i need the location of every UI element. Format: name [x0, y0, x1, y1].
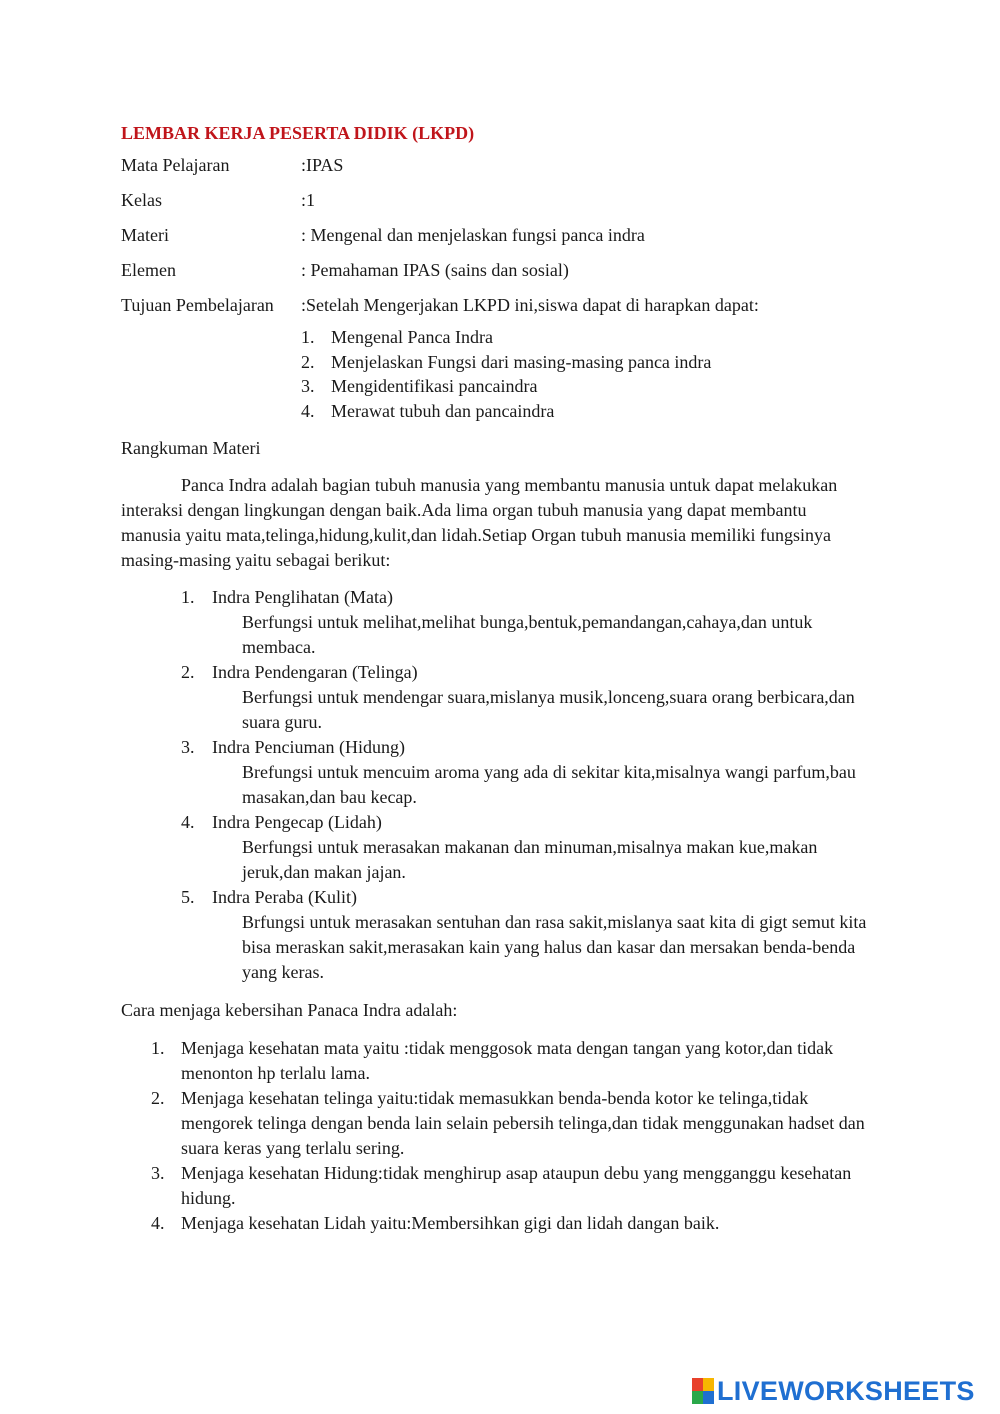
sense-name: Indra Pendengaran (Telinga)	[212, 661, 418, 682]
list-number: 4.	[151, 1212, 165, 1233]
sense-name: Indra Pengecap (Lidah)	[212, 811, 382, 832]
list-number: 1.	[301, 327, 315, 347]
logo-tiles-icon	[692, 1378, 714, 1404]
list-item	[301, 399, 881, 424]
sense-name: Indra Penglihatan (Mata)	[212, 586, 393, 607]
meta-table	[121, 153, 881, 317]
logo-text: LIVEWORKSHEETS	[717, 1375, 975, 1406]
sense-description: Brefungsi untuk mencuim aroma yang ada di sekitar kita,misalnya wangi parfum,bau masakan,dan bau kecap.	[242, 761, 856, 807]
list-item	[151, 1086, 881, 1161]
list-text: Mengenal Panca Indra	[331, 327, 493, 347]
senses-list	[181, 585, 881, 985]
list-number: 1.	[151, 1037, 165, 1058]
list-number: 3.	[151, 1162, 165, 1183]
sense-name: Indra Penciuman (Hidung)	[212, 736, 405, 757]
list-item	[181, 885, 881, 985]
list-item	[181, 660, 881, 735]
list-number: 2.	[181, 661, 195, 682]
list-text: Menjaga kesehatan Lidah yaitu:Membersihkan gigi dan lidah dangan baik.	[181, 1212, 720, 1233]
list-text: Menjaga kesehatan telinga yaitu:tidak memasukkan benda-benda kotor ke telinga,tidak mengorek telinga dengan benda lain selain pebersih telinga,dan tidak menggunakan hadset dan suara keras yang terlalu sering.	[181, 1087, 865, 1158]
list-number: 2.	[301, 351, 315, 372]
list-item	[151, 1211, 881, 1236]
list-number: 5.	[181, 886, 195, 907]
meta-value: :IPAS	[301, 155, 344, 175]
meta-label: Kelas	[121, 190, 162, 210]
meta-row-material	[121, 223, 881, 247]
logo-tile	[703, 1378, 714, 1391]
meta-label: Elemen	[121, 260, 176, 280]
summary-paragraph: Panca Indra adalah bagian tubuh manusia yang membantu manusia untuk dapat melakukan interaksi dengan lingkungan dengan baik.Ada lima organ tubuh manusia yang dapat membantu manusia yaitu mata,telinga,hidung,kulit,dan lidah.Setiap Organ tubuh manusia memiliki fungsinya masing-masing yaitu sebagai berikut:	[121, 474, 838, 570]
list-text: Menjelaskan Fungsi dari masing-masing panca indra	[331, 351, 712, 372]
list-item	[301, 350, 881, 375]
meta-label: Materi	[121, 225, 169, 245]
sense-description: Berfungsi untuk melihat,melihat bunga,bentuk,pemandangan,cahaya,dan untuk membaca.	[242, 611, 813, 657]
meta-row-subject	[121, 153, 881, 177]
care-list	[151, 1036, 881, 1236]
sense-description: Berfungsi untuk mendengar suara,mislanya musik,lonceng,suara orang berbicara,dan suara guru.	[242, 686, 855, 732]
list-item	[151, 1161, 881, 1211]
list-number: 3.	[301, 376, 315, 397]
meta-value: : Mengenal dan menjelaskan fungsi panca indra	[301, 225, 645, 245]
list-text: Mengidentifikasi pancaindra	[331, 376, 538, 397]
list-item	[181, 735, 881, 810]
list-item	[181, 585, 881, 660]
list-number: 4.	[301, 401, 315, 422]
list-number: 2.	[151, 1087, 165, 1108]
meta-row-element	[121, 258, 881, 282]
logo-tile	[703, 1391, 714, 1404]
list-item	[181, 810, 881, 885]
page-title: LEMBAR KERJA PESERTA DIDIK (LKPD)	[121, 123, 475, 143]
liveworksheets-logo[interactable]	[692, 1374, 975, 1408]
care-heading: Cara menjaga kebersihan Panaca Indra adalah:	[121, 999, 458, 1020]
list-text: Merawat tubuh dan pancaindra	[331, 401, 555, 422]
list-text: Menjaga kesehatan mata yaitu :tidak menggosok mata dengan tangan yang kotor,dan tidak menonton hp terlalu lama.	[181, 1037, 834, 1083]
logo-tile	[692, 1378, 703, 1391]
list-item	[301, 325, 881, 350]
summary-heading: Rangkuman Materi	[121, 437, 261, 458]
logo-tile	[692, 1391, 703, 1404]
list-number: 4.	[181, 811, 195, 832]
meta-value: : Pemahaman IPAS (sains dan sosial)	[301, 260, 569, 280]
meta-label: Mata Pelajaran	[121, 155, 230, 175]
objectives-list	[301, 325, 881, 424]
meta-value: :Setelah Mengerjakan LKPD ini,siswa dapat di harapkan dapat:	[301, 295, 759, 315]
list-number: 3.	[181, 736, 195, 757]
list-text: Menjaga kesehatan Hidung:tidak menghirup asap ataupun debu yang mengganggu kesehatan hidung.	[181, 1162, 852, 1208]
meta-row-objective	[121, 293, 881, 317]
list-item	[301, 374, 881, 399]
worksheet-page	[121, 119, 881, 1236]
list-item	[151, 1036, 881, 1086]
sense-name: Indra Peraba (Kulit)	[212, 886, 357, 907]
list-number: 1.	[181, 586, 195, 607]
meta-row-class	[121, 188, 881, 212]
sense-description: Brfungsi untuk merasakan sentuhan dan rasa sakit,mislanya saat kita di gigt semut kita bisa meraskan sakit,merasakan kain yang halus dan kasar dan mersakan benda-benda yang keras.	[242, 911, 867, 982]
meta-label: Tujuan Pembelajaran	[121, 295, 274, 315]
meta-value: :1	[301, 190, 316, 210]
sense-description: Berfungsi untuk merasakan makanan dan minuman,misalnya makan kue,makan jeruk,dan makan jajan.	[242, 836, 818, 882]
